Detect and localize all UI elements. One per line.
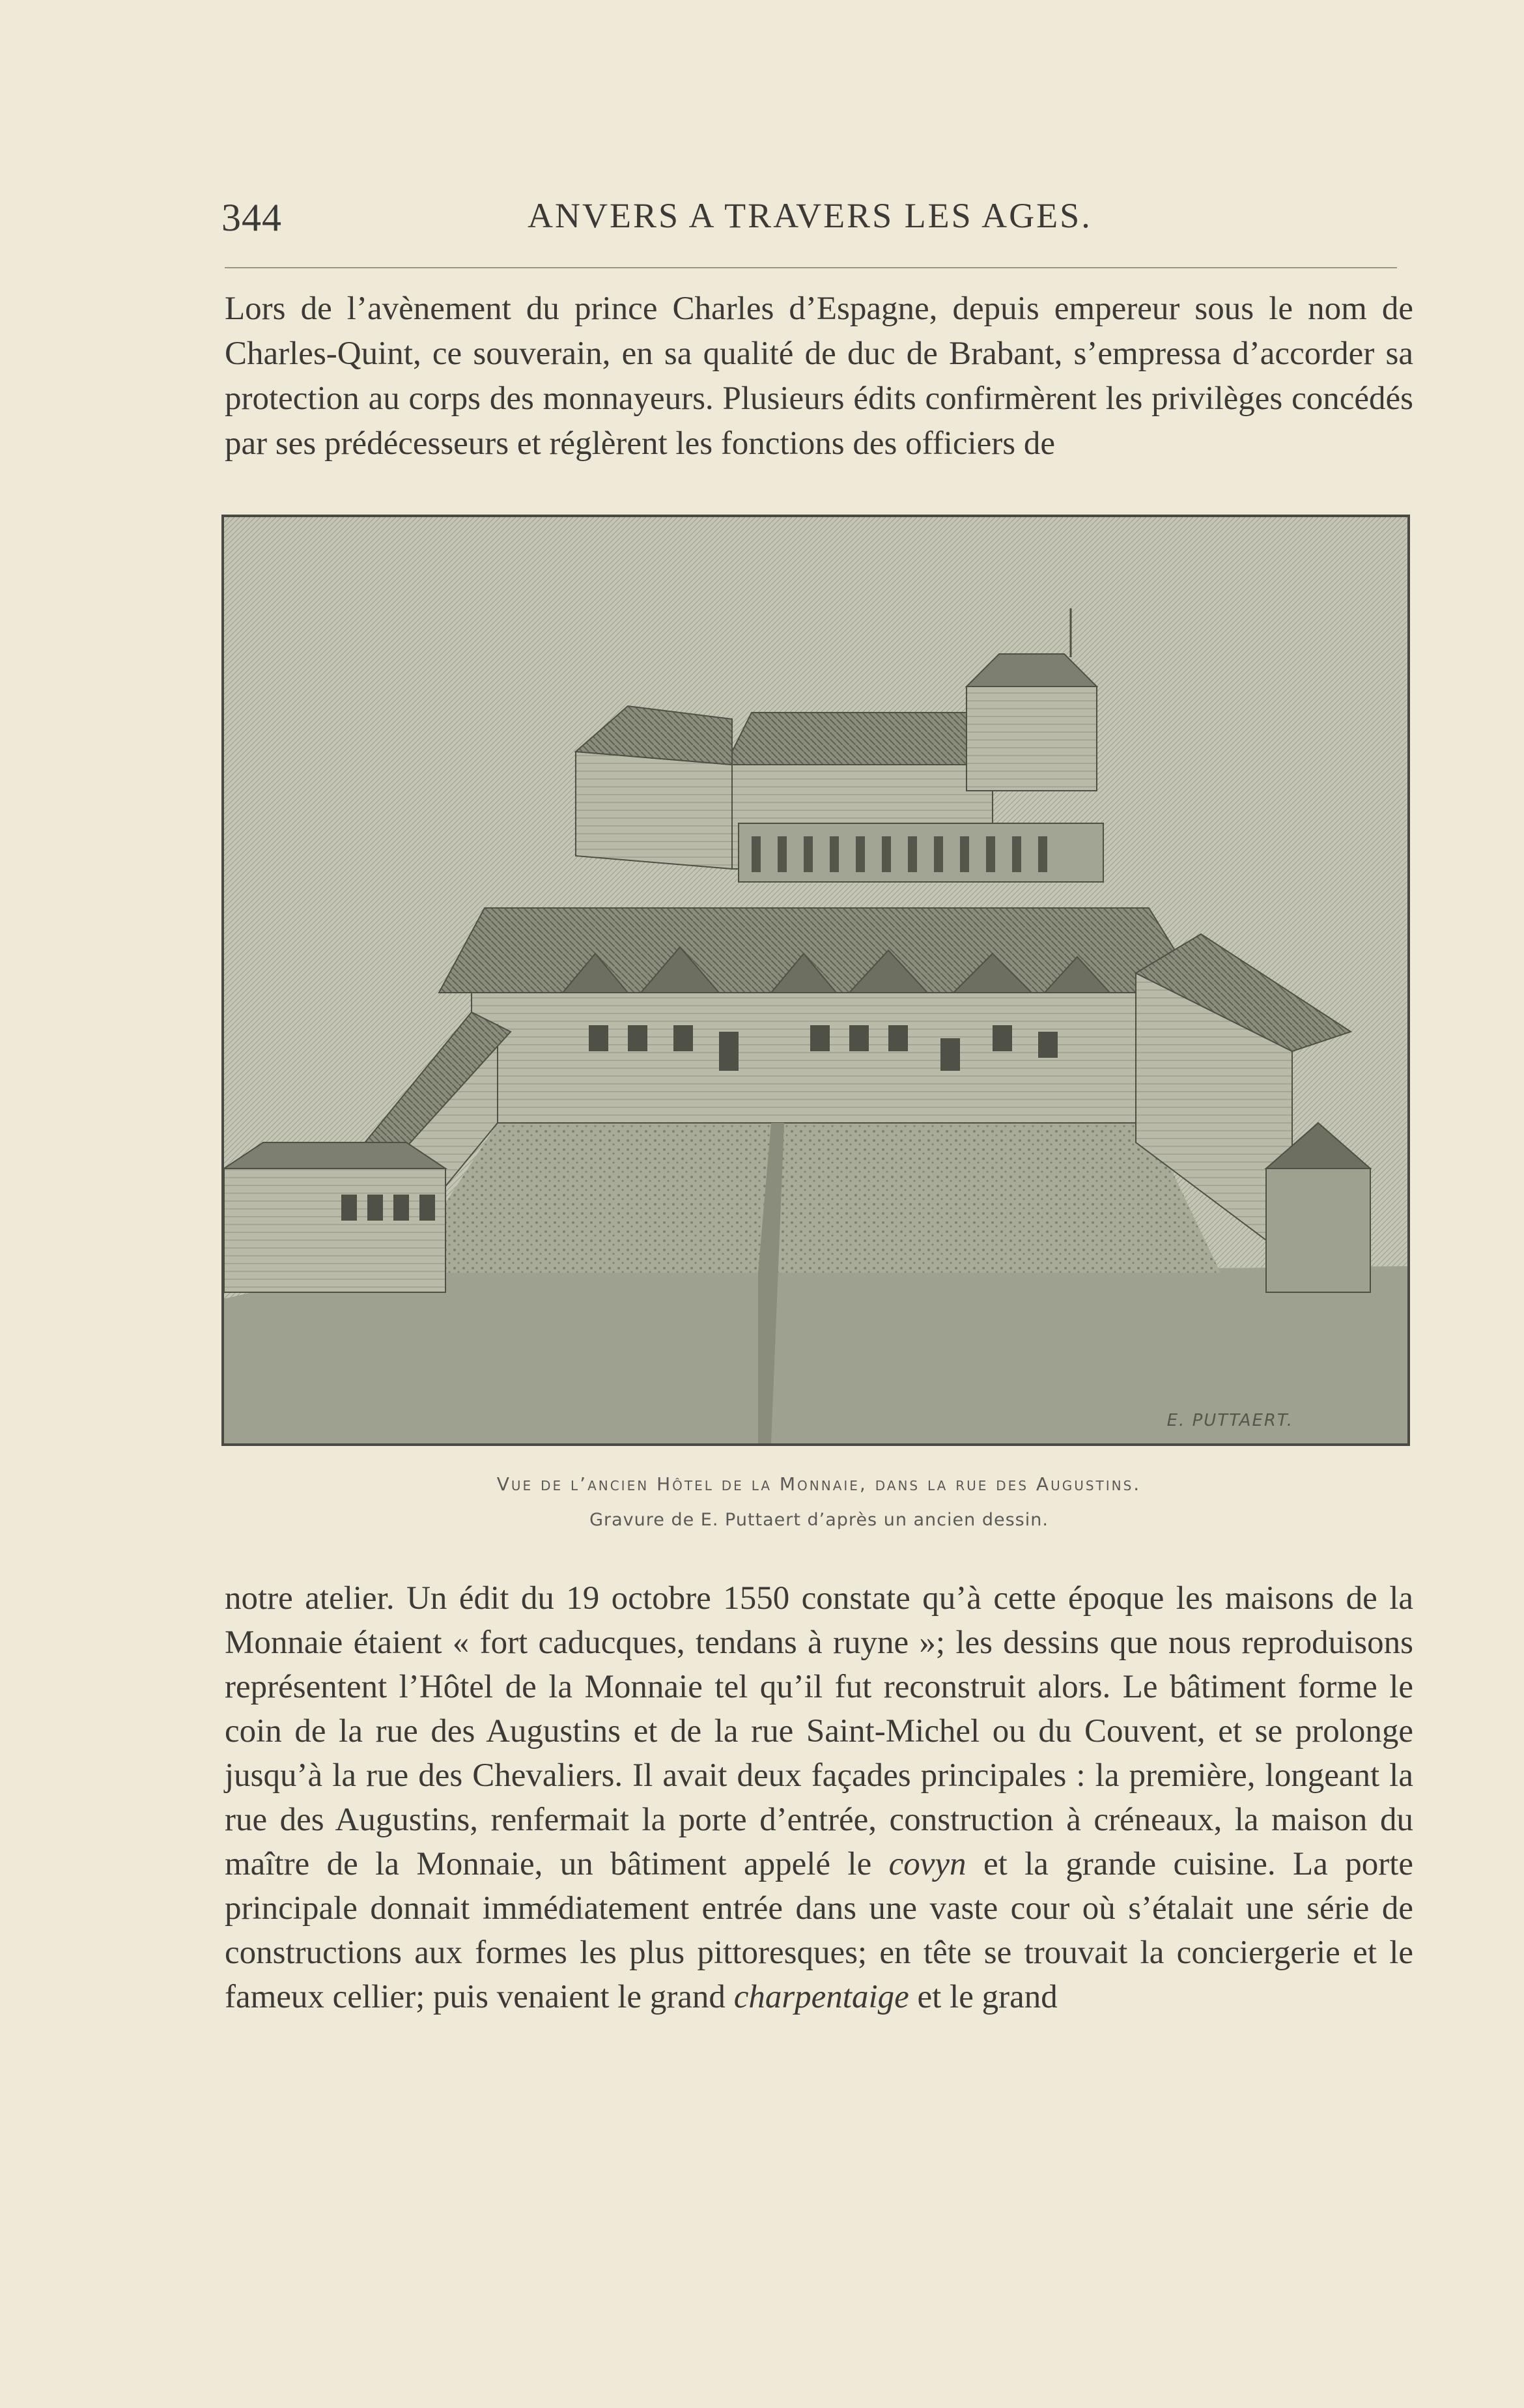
paragraph-top-text: Lors de l’avènement du prince Charles d’Espagne, depuis empereur sous le nom de Charles-Quint, ce souverain, en sa qualité de duc de Brabant, s’empressa d’accorder sa protection au corps des monnayeurs. Plusieurs édits confirmèrent les privilèges concédés par ses prédécesseurs et réglèrent les fonctions des officiers de <box>225 290 1413 462</box>
header-rule <box>225 267 1397 268</box>
engraver-signature: E. PUTTAERT. <box>1166 1411 1293 1430</box>
italic-term-covyn: covyn <box>888 1846 967 1882</box>
running-title: ANVERS A TRAVERS LES AGES. <box>528 196 1092 235</box>
paragraph-bottom-text <box>225 1576 1413 2019</box>
paragraph-bottom-part1: notre atelier. Un édit du 19 octobre 1550 constate qu’à cette époque les maisons de la Monnaie étaient « fort caducques, tendans à ruyne »; les dessins que nous reproduisons représentent l’Hôtel de la Monnaie tel qu’il fut reconstruit alors. Le bâtiment forme le coin de la rue des Augustins et de la rue Saint-Michel ou du Couvent, et se prolonge jusqu’à la rue des Chevaliers. Il avait deux façades principales : la première, longeant la rue des Augustins, renfermait la porte d’entrée, construction à créneaux, la maison du maître de la Monnaie, un bâtiment appelé le <box>225 1580 1413 1882</box>
paragraph-top <box>225 287 1413 466</box>
paragraph-bottom-part3: et le grand <box>917 1979 1058 2015</box>
italic-term-charpentaige: charpentaige <box>733 1979 909 2015</box>
engraving-illustration <box>224 517 1407 1443</box>
page-number: 344 <box>221 196 282 239</box>
page-header <box>221 195 1407 248</box>
paragraph-bottom-part2: et la grande cuisine. La porte principale donnait immédiatement entrée dans une vaste cour où s’étalait une série de constructions aux formes les plus pittoresques; en tête se trouvait la conciergerie et le fameux cellier; puis venaient le grand <box>225 1846 1414 2015</box>
paragraph-bottom <box>225 1576 1413 2019</box>
engraving-figure <box>221 515 1410 1446</box>
figure-caption-credit: Gravure de E. Puttaert d’après un ancien dessin. <box>589 1510 1049 1530</box>
figure-caption-title: Vue de l’ancien Hôtel de la Monnaie, dans la rue des Augustins. <box>496 1473 1142 1495</box>
